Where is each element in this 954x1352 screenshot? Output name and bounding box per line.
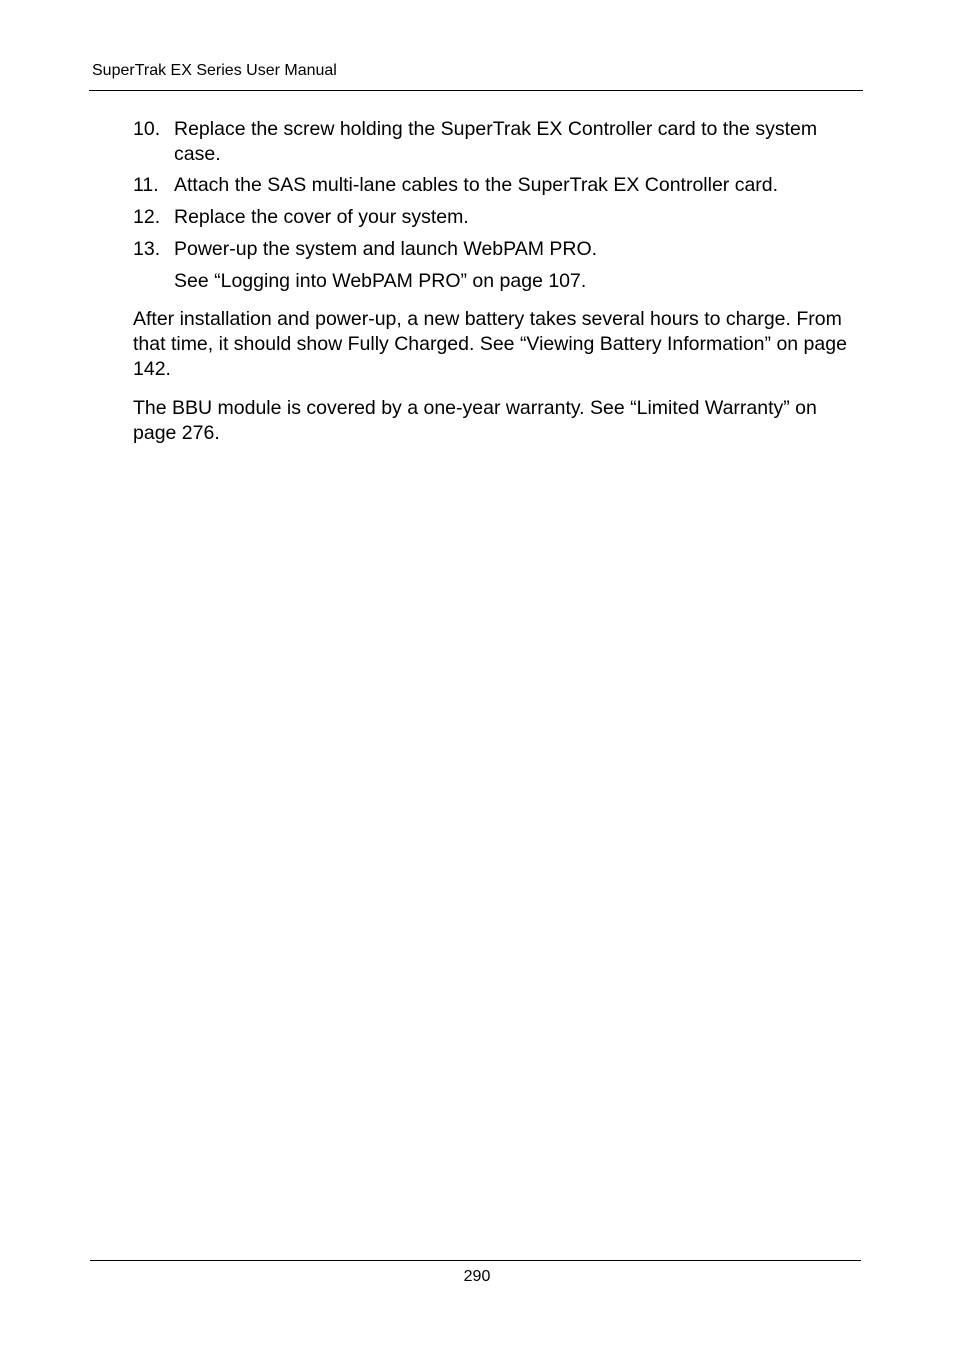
- footer-divider: [90, 1260, 861, 1261]
- step-item: [133, 205, 863, 230]
- step-number: 13.: [133, 238, 161, 260]
- step-text: Replace the cover of your system.: [174, 206, 469, 228]
- step-text: Replace the screw holding the SuperTrak EX Controller card to the system case.: [174, 118, 818, 165]
- header-divider: [89, 90, 863, 91]
- step-text: Attach the SAS multi-lane cables to the SuperTrak EX Controller card.: [174, 174, 779, 196]
- step-number: 11.: [133, 174, 159, 196]
- running-header: SuperTrak EX Series User Manual: [92, 62, 337, 79]
- step-cross-reference: See “Logging into WebPAM PRO” on page 107.: [174, 270, 587, 292]
- warranty-paragraph: The BBU module is covered by a one-year warranty. See “Limited Warranty” on page 276.: [133, 397, 817, 444]
- page-number: 290: [463, 1268, 491, 1285]
- step-number: 10.: [133, 118, 161, 140]
- step-number: 12.: [133, 206, 161, 228]
- battery-charge-paragraph: After installation and power-up, a new battery takes several hours to charge. From that time, it should show Fully Charged. See “Viewing Battery Information” on page 142.: [133, 308, 847, 380]
- step-text: Power-up the system and launch WebPAM PRO.: [174, 238, 598, 260]
- step-item: [133, 173, 863, 198]
- step-item: [133, 237, 863, 262]
- step-item: [133, 117, 863, 166]
